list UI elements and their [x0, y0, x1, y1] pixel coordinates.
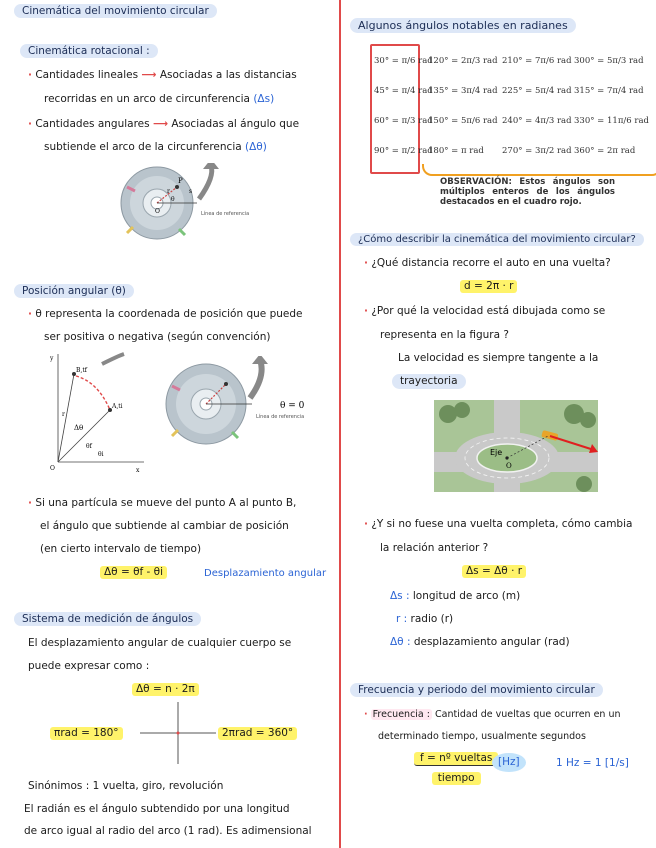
angle-cell: 150° = 5π/6 rad — [428, 116, 498, 126]
diagram-a-label: A,ti — [112, 403, 123, 410]
def-s-symbol: Δs : — [390, 590, 410, 602]
freq-formula-denominator: tiempo — [432, 772, 481, 785]
angle-cell: 90° = π/2 rad — [374, 146, 433, 156]
angle-cell: 240° = 4π/3 rad — [502, 116, 572, 126]
def-theta-row — [390, 636, 570, 649]
angle-cell: 300° = 5π/3 rad — [574, 56, 644, 66]
freq-formula — [414, 752, 498, 785]
angle-cell: 180° = π rad — [428, 146, 484, 156]
arc-formula: Δs = Δθ · r — [462, 565, 526, 578]
observation-note: OBSERVACIÓN: Estos ángulos son múltiplos enteros de los ángulos destacados en el cuadro rojo. — [440, 177, 615, 207]
ref-line-label-2: Línea de referencia — [256, 414, 305, 420]
distance-formula: d = 2π · r — [460, 280, 517, 293]
diagram-x-label: x — [136, 467, 140, 474]
def-theta: desplazamiento angular (rad) — [413, 636, 570, 648]
angle-cell: 360° = 2π rad — [574, 146, 636, 156]
q-velocity-2: representa en la figura ? — [380, 329, 509, 341]
rotational-header: Cinemática rotacional : — [20, 44, 158, 58]
angle-cell: 45° = π/4 rad — [374, 86, 433, 96]
q-incomplete-2: la relación anterior ? — [380, 542, 489, 554]
angular-desc: Asociadas al ángulo que — [171, 118, 300, 130]
angle-cell: 270° = 3π/2 rad — [502, 146, 572, 156]
diagram-thi-label: θi — [98, 451, 104, 458]
disc-r-label: r — [167, 188, 170, 195]
angle-cell: 315° = 7π/4 rad — [574, 86, 644, 96]
rotating-disc-figure-2 — [156, 356, 332, 446]
freq-row: · Frecuencia : Cantidad de vueltas que ocurren en un — [364, 709, 621, 720]
multiples-brace — [422, 164, 656, 176]
freq-desc-2: determinado tiempo, usualmente segundos — [378, 731, 586, 742]
theta-zero-label: θ = 0 — [280, 401, 305, 411]
q-incomplete-row: · ¿Y si no fuese una vuelta completa, cómo cambia — [364, 518, 633, 530]
radian-def-1: El radián es el ángulo subtendido por una longitud — [24, 803, 290, 815]
linear-row: · Cantidades lineales ⟶ Asociadas a las distancias — [28, 69, 297, 81]
radian-def-2: de arco igual al radio del arco (1 rad). Es adimensional — [24, 825, 312, 837]
angular-position-diagram — [36, 352, 146, 480]
diagram-dtheta-label: Δθ — [74, 424, 84, 432]
diagram-b-label: B,tf — [76, 367, 87, 374]
frequency-header: Frecuencia y periodo del movimiento circular — [350, 683, 603, 697]
def-theta-symbol: Δθ : — [390, 636, 411, 648]
angular-pos-desc-1: θ representa la coordenada de posición que puede — [35, 308, 303, 320]
def-s-row — [390, 590, 520, 603]
angular-desc-2: subtiende el arco de la circunferencia — [44, 141, 242, 153]
displacement-formula: Δθ = θf - θi — [100, 566, 167, 579]
angular-desc-2-row — [44, 141, 267, 154]
measure-desc-2: puede expresar como : — [28, 660, 150, 672]
column-divider — [339, 0, 341, 848]
angular-symbol: (Δθ) — [245, 141, 267, 153]
diagram-y-label: y — [50, 355, 54, 362]
disc-s-label: s — [189, 188, 193, 195]
two-pi-rad-label: 2πrad = 360° — [218, 727, 297, 740]
def-s: longitud de arco (m) — [412, 590, 521, 602]
move-desc-1: Si una partícula se mueve del punto A al punto B, — [35, 497, 297, 509]
measure-header: Sistema de medición de ángulos — [14, 612, 201, 626]
synonyms-text: Sinónimos : 1 vuelta, giro, revolución — [28, 780, 224, 792]
move-desc-2: el ángulo que subtiende al cambiar de posición — [40, 520, 289, 532]
rotation-arrow-icon — [199, 165, 212, 199]
q-distance: ¿Qué distancia recorre el auto en una vuelta? — [371, 257, 611, 269]
angular-position-header: Posición angular (θ) — [14, 284, 134, 298]
angular-pos-desc-2: ser positiva o negativa (según convención) — [44, 331, 271, 343]
disc-o-label: O — [155, 208, 160, 215]
def-r-row — [396, 613, 453, 626]
def-r: radio (r) — [410, 613, 454, 625]
angular-pos-desc-1-row: · θ representa la coordenada de posición que puede — [28, 308, 303, 320]
linear-label: Cantidades lineales — [35, 69, 139, 81]
q-distance-row: · ¿Qué distancia recorre el auto en una vuelta? — [364, 257, 611, 269]
angle-cell: 225° = 5π/4 rad — [502, 86, 572, 96]
q-incomplete-1: ¿Y si no fuese una vuelta completa, cómo cambia — [371, 518, 633, 530]
linear-symbol: (Δs) — [253, 93, 275, 105]
move-desc-3: (en cierto intervalo de tiempo) — [40, 543, 202, 555]
freq-desc-1: Cantidad de vueltas que ocurren en un — [435, 709, 621, 720]
freq-label: Frecuencia : — [372, 709, 430, 720]
def-r-symbol: r : — [396, 613, 408, 625]
velocity-answer-1: La velocidad es siempre tangente a la — [398, 352, 599, 364]
diagram-r-label: r — [62, 411, 65, 418]
angular-row: · Cantidades angulares ⟶ Asociadas al ángulo que — [28, 118, 300, 130]
roundabout-illustration — [434, 400, 598, 492]
displacement-label: Desplazamiento angular — [204, 568, 327, 579]
angle-cell: 210° = 7π/6 rad — [502, 56, 572, 66]
angle-cell: 135° = 3π/4 rad — [428, 86, 498, 96]
angular-label: Cantidades angulares — [35, 118, 150, 130]
angle-cell: 120° = 2π/3 rad — [428, 56, 498, 66]
freq-formula-numerator: f = nº vueltas — [414, 752, 498, 766]
angle-cell: 330° = 11π/6 rad — [574, 116, 649, 126]
describe-header: ¿Cómo describir la cinemática del movimiento circular? — [350, 233, 644, 246]
diagram-thf-label: θf — [86, 443, 92, 450]
freq-unit: [Hz] — [492, 753, 526, 772]
measure-desc-1: El desplazamiento angular de cualquier cuerpo se — [28, 637, 292, 649]
ref-line-label: Línea de referencia — [201, 211, 250, 217]
linear-desc: Asociadas a las distancias — [159, 69, 297, 81]
linear-desc-2: recorridas en un arco de circunferencia — [44, 93, 250, 105]
velocity-answer-2: trayectoria — [392, 374, 466, 389]
q-velocity-row: · ¿Por qué la velocidad está dibujada como se — [364, 305, 606, 317]
pi-rad-label: πrad = 180° — [50, 727, 123, 740]
move-desc-1-row: · Si una partícula se mueve del punto A al punto B, — [28, 497, 297, 509]
disc-theta-label: θ — [171, 196, 175, 203]
angle-cell: 60° = π/3 rad — [374, 116, 433, 126]
roundabout-axis-label: Eje — [490, 448, 503, 457]
hz-definition: 1 Hz = 1 [1/s] — [556, 757, 629, 769]
axis-cross — [138, 700, 218, 766]
n-formula: Δθ = n · 2π — [132, 683, 199, 696]
right-column — [342, 0, 656, 848]
diagram-o-label: O — [50, 465, 55, 472]
notable-angles-header: Algunos ángulos notables en radianes — [350, 18, 576, 33]
kinematics-header: Cinemática del movimiento circular — [14, 4, 217, 18]
rotating-disc-figure — [115, 163, 295, 243]
roundabout-o-label: O — [506, 462, 512, 470]
disc-p-label: P — [178, 177, 183, 185]
linear-desc-2-row — [44, 93, 274, 106]
q-velocity-1: ¿Por qué la velocidad está dibujada como se — [371, 305, 606, 317]
angle-cell: 30° = π/6 rad — [374, 56, 433, 66]
